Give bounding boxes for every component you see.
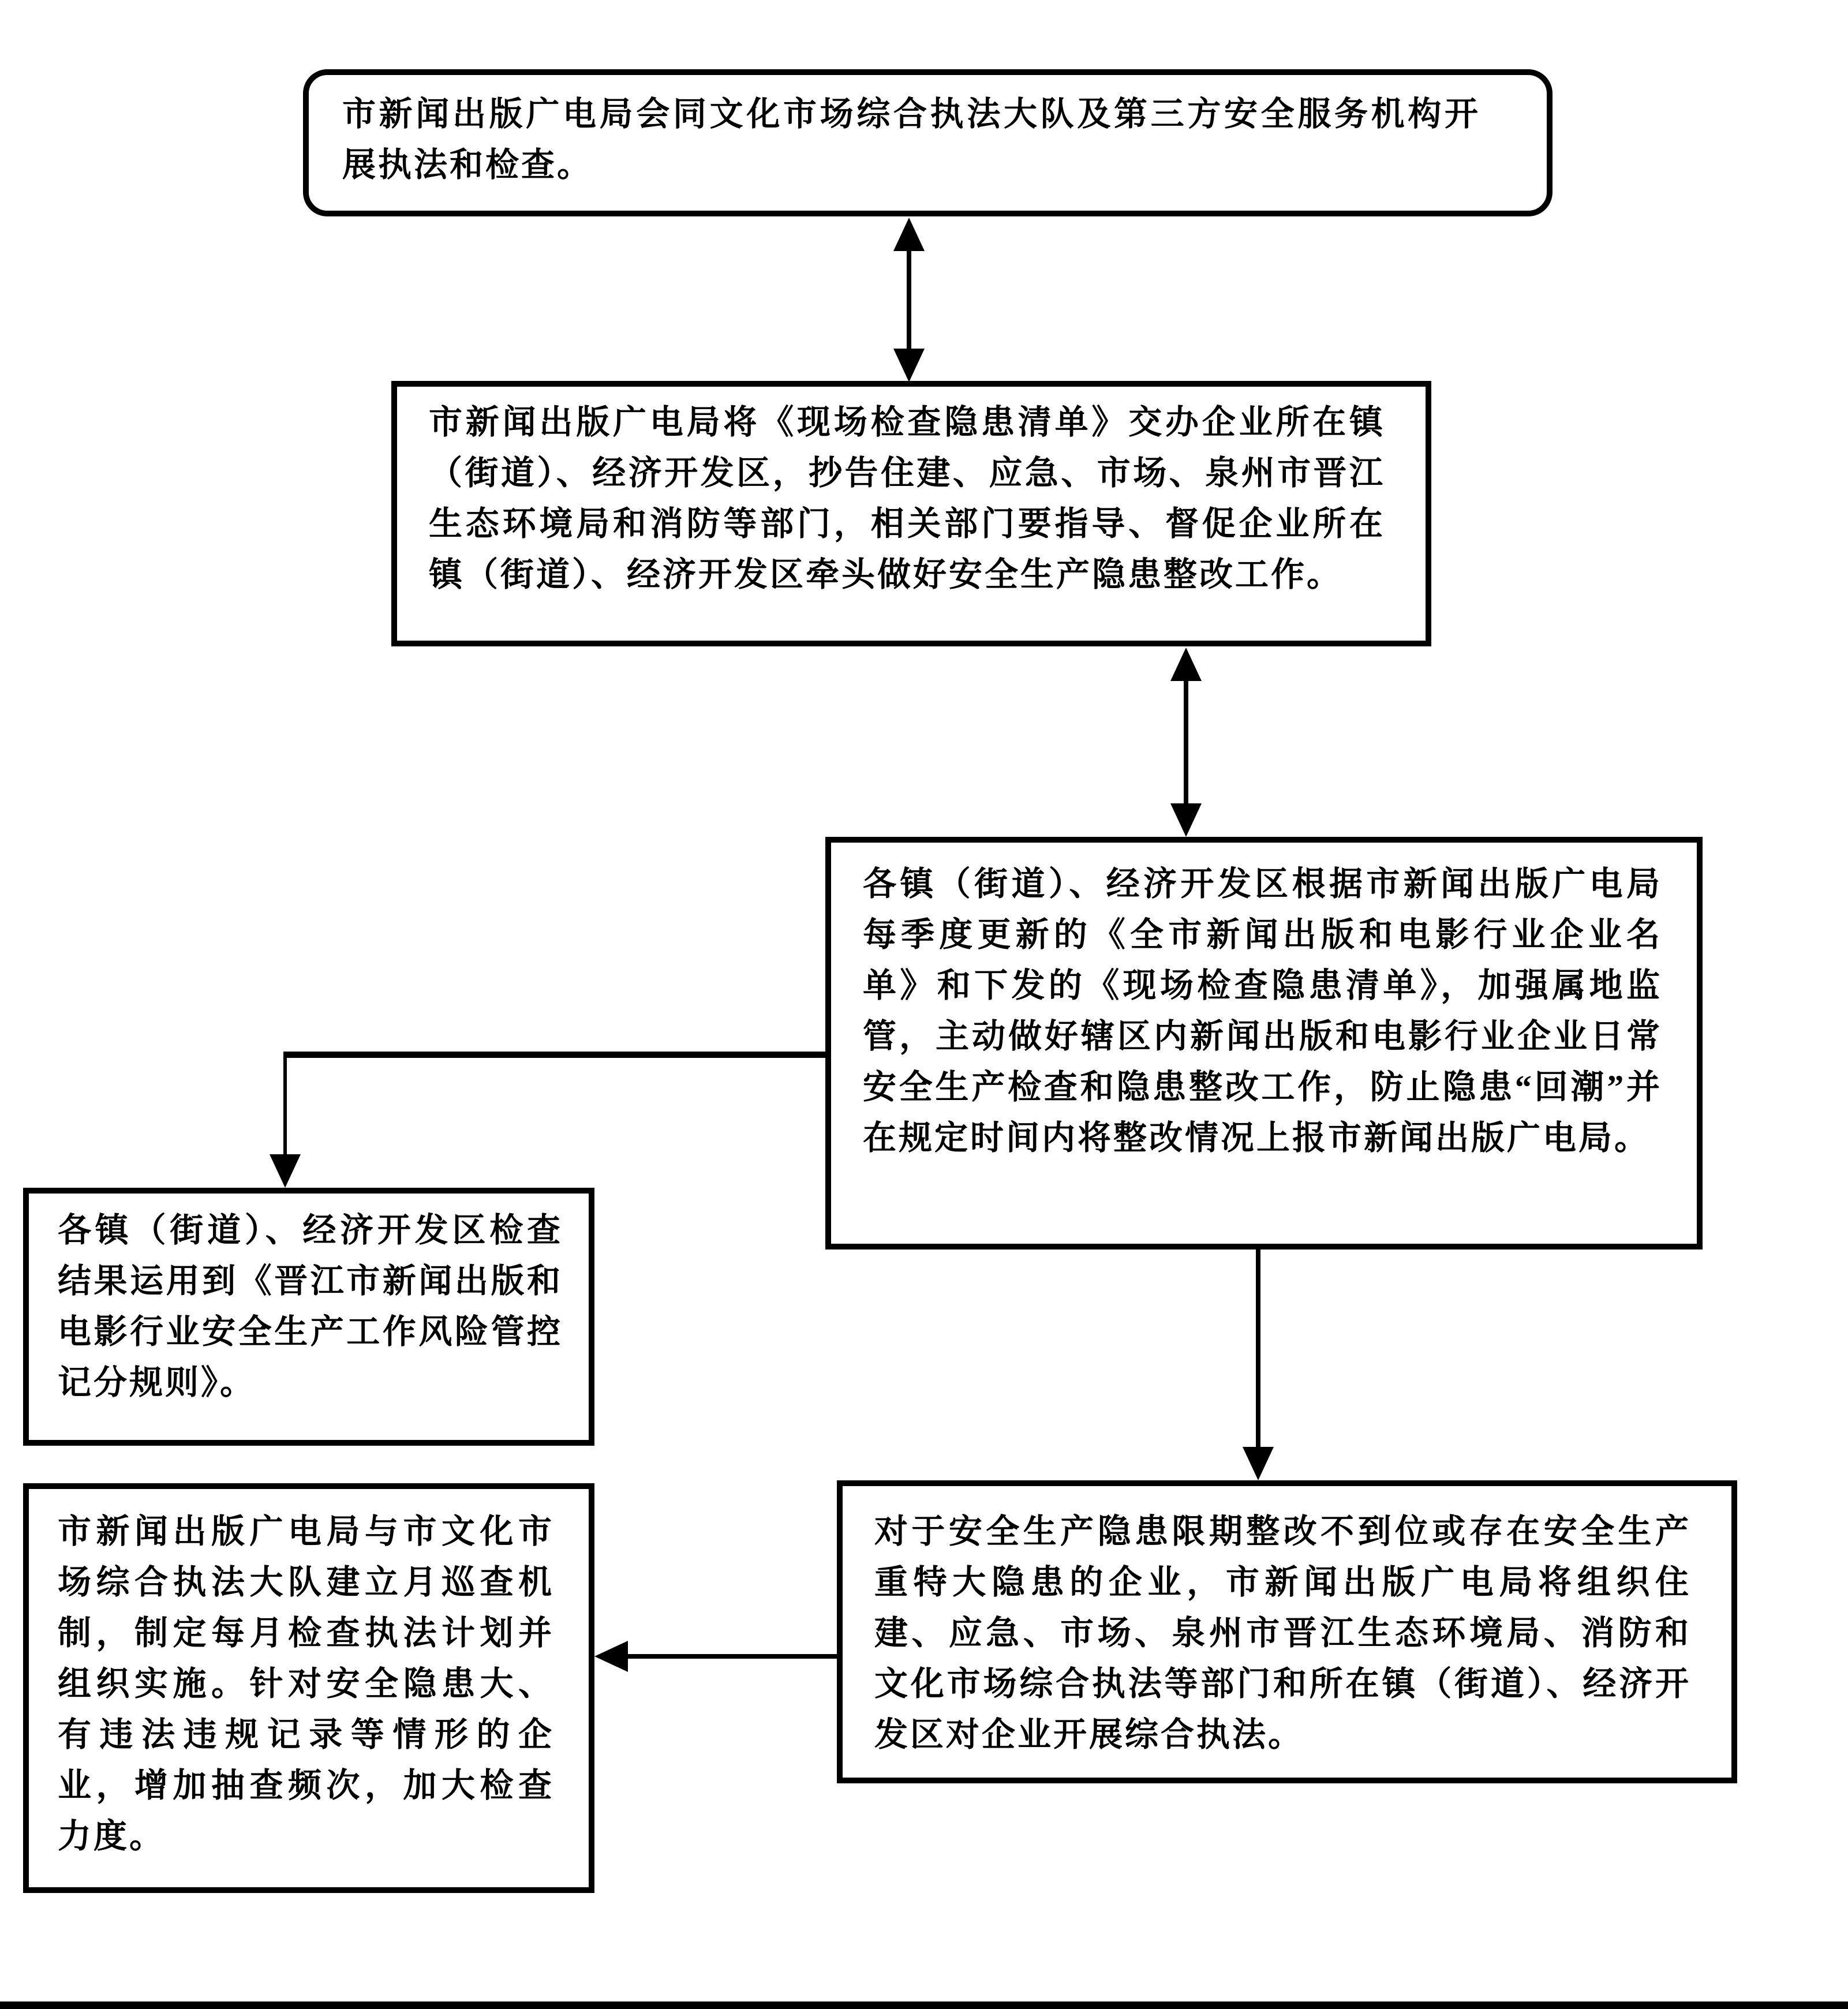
arrow-shaft <box>907 245 911 361</box>
node-hazard-list-assignment-text: 市新闻出版广电局将《现场检查隐患清单》交办企业所在镇（街道）、经济开发区，抄告住建、应急、市场、泉州市晋江生态环境局和消防等部门，相关部门要指导、督促企业所在镇（街道）、经济开发区牵头做好安全生产隐患整改工作。 <box>429 403 1385 593</box>
arrow-shaft <box>627 1654 837 1659</box>
node-joint-enforcement-inspection-text: 市新闻出版广电局会同文化市场综合执法大队及第三方安全服务机构开展执法和检查。 <box>342 95 1480 184</box>
node-hazard-list-assignment <box>391 381 1431 646</box>
arrowhead-down-icon <box>893 349 925 382</box>
arrow-shaft <box>1184 675 1188 808</box>
node-monthly-patrol-mechanism-text: 市新闻出版广电局与市文化市场综合执法大队建立月巡查机制，制定每月检查执法计划并组织实施。针对安全隐患大、有违法违规记录等情形的企业，增加抽查频次，加大检查力度。 <box>58 1513 554 1855</box>
arrowhead-left-icon <box>594 1641 628 1672</box>
node-town-local-supervision-text: 各镇（街道）、经济开发区根据市新闻出版广电局每季度更新的《全市新闻出版和电影行业企业名单》和下发的《现场检查隐患清单》，加强属地监管，主动做好辖区内新闻出版和电影行业企业日常安全生产检查和隐患整改工作，防止隐患“回潮”并在规定时间内将整改情况上报市新闻出版广电局。 <box>863 865 1662 1157</box>
elbow-horizontal-segment <box>285 1052 825 1058</box>
scan-edge-artifact <box>0 2001 1848 2009</box>
node-joint-enforcement-inspection <box>303 69 1553 216</box>
arrowhead-down-icon <box>1170 803 1202 837</box>
arrow-shaft <box>1256 1249 1260 1449</box>
node-town-local-supervision <box>825 837 1703 1249</box>
node-comprehensive-enforcement-text: 对于安全生产隐患限期整改不到位或存在安全生产重特大隐患的企业，市新闻出版广电局将组织住建、应急、市场、泉州市晋江生态环境局、消防和文化市场综合执法等部门和所在镇（街道）、经济开发区对企业开展综合执法。 <box>874 1513 1691 1753</box>
node-monthly-patrol-mechanism <box>23 1483 594 1893</box>
node-risk-scoring-rules <box>23 1188 594 1446</box>
node-comprehensive-enforcement <box>837 1480 1737 1783</box>
elbow-vertical-segment <box>283 1052 287 1157</box>
arrowhead-down-icon <box>1243 1447 1274 1480</box>
node-risk-scoring-rules-text: 各镇（街道）、经济开发区检查结果运用到《晋江市新闻出版和电影行业安全生产工作风险管控记分规则》。 <box>58 1211 563 1401</box>
arrowhead-down-icon <box>270 1154 301 1188</box>
